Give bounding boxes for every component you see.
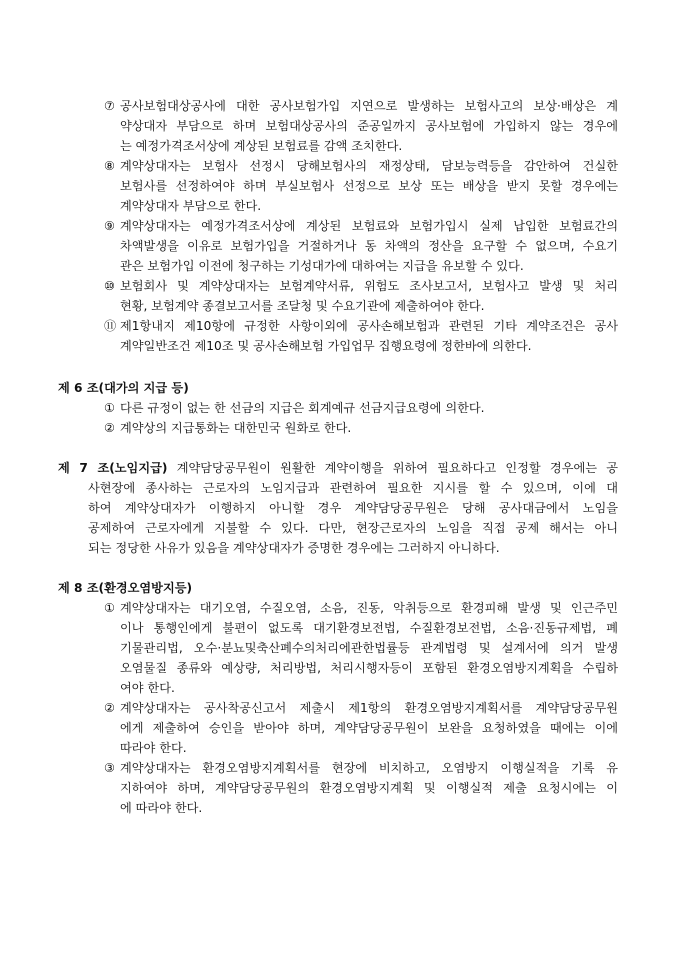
article-6-clause-2 <box>0 418 680 438</box>
clause-line: 계약상대자 부담으로 한다. <box>120 199 262 213</box>
clause-line: 계약상대자는 환경오염방지계획서를 현장에 비치하고, 오염방지 이행실적을 기록 유 <box>120 761 618 775</box>
clause-number: ① <box>104 401 115 415</box>
article-line: 하여 계약상대자가 이행하지 아니할 경우 계약담당공무원은 당해 공사대금에서 노임을 <box>88 501 618 515</box>
clause-number: ⑪ <box>104 319 117 333</box>
clause-7 <box>0 96 680 156</box>
clause-line: 제1항내지 제10항에 규정한 사항이외에 공사손해보험과 관련된 기타 계약조건은 공사 <box>120 319 618 333</box>
clause-number: ⑩ <box>104 279 115 293</box>
article-8-clause-1 <box>0 598 680 698</box>
clause-line: 계약상의 지급통화는 대한민국 원화로 한다. <box>120 421 352 435</box>
clause-line: 현황, 보험계약 종결보고서를 조달청 및 수요기관에 제출하여야 한다. <box>120 299 485 313</box>
clause-line: 공사보험대상공사에 대한 공사보험가입 지연으로 발생하는 보험사고의 보상·배상은 계 <box>120 99 618 113</box>
article-title: 제 6 조(대가의 지급 등) <box>58 381 189 395</box>
clause-line: 오염물질 종류와 예상량, 처리방법, 처리시행자등이 포함된 환경오염방지계획을 수립하 <box>120 661 618 675</box>
article-first-line <box>58 458 618 478</box>
clause-line: 계약일반조건 제10조 및 공사손해보험 가입업무 집행요령에 정한바에 의한다. <box>120 339 532 353</box>
clause-line: 따라야 한다. <box>120 741 187 755</box>
article-line: 사현장에 종사하는 근로자의 노임지급과 관련하여 필요한 지시를 할 수 있으며, 이에 대 <box>88 481 618 495</box>
article-6-clause-1 <box>0 398 680 418</box>
article-6 <box>0 378 680 438</box>
clause-line: 이나 통행인에게 불편이 없도록 대기환경보전법, 수질환경보전법, 소음·진동규제법, 폐 <box>120 621 618 635</box>
clause-line: 다른 규정이 없는 한 선금의 지급은 회계예규 선금지급요령에 의한다. <box>120 401 485 415</box>
clause-line: 에게 제출하여 승인을 받아야 하며, 계약담당공무원이 보완을 요청하였을 때에는 이에 <box>120 721 618 735</box>
article-8 <box>0 578 680 818</box>
article-title: 제 8 조(환경오염방지등) <box>58 581 193 595</box>
clause-line: 에 따라야 한다. <box>120 801 203 815</box>
clause-number: ① <box>104 601 115 615</box>
clause-number: ⑨ <box>104 219 115 233</box>
clause-line: 계약상대자는 보험사 선정시 당해보험사의 재정상태, 담보능력등을 감안하여 건실한 <box>120 159 618 173</box>
clause-line: 보험사를 선정하여야 하며 부실보험사 선정으로 보상 또는 배상을 받지 못할 경우에는 <box>120 179 618 193</box>
clause-line: 계약상대자는 대기오염, 수질오염, 소음, 진동, 악취등으로 환경피해 발생 및 인근주민 <box>120 601 618 615</box>
article-title: 제 7 조(노임지급) <box>58 461 168 475</box>
clause-line: 지하여야 하며, 계약담당공무원의 환경오염방지계획 및 이행실적 제출 요청시에는 이 <box>120 781 618 795</box>
clause-line: 계약상대자는 예정가격조서상에 계상된 보험료와 보험가입시 실제 납입한 보험료간의 <box>120 219 618 233</box>
article-line: 되는 정당한 사유가 있음을 계약상대자가 증명한 경우에는 그러하지 아니하다. <box>88 541 500 555</box>
clause-11 <box>0 316 680 356</box>
clause-10 <box>0 276 680 316</box>
previous-article-items <box>0 96 680 356</box>
clause-number: ② <box>104 421 115 435</box>
clause-line: 관은 보험가입 이전에 청구하는 기성대가에 대하여는 지급을 유보할 수 있다. <box>120 259 524 273</box>
clause-line: 약상대자 부담으로 하며 보험대상공사의 준공일까지 공사보험에 가입하지 않는 경우에 <box>120 119 618 133</box>
clause-number: ② <box>104 701 115 715</box>
article-text: 계약담당공무원이 원활한 계약이행을 위하여 필요하다고 인정할 경우에는 공 <box>176 461 619 475</box>
clause-number: ③ <box>104 761 115 775</box>
article-line: 공제하여 근로자에게 지불할 수 있다. 다만, 현장근로자의 노임을 직접 공제 해서는 아니 <box>88 521 618 535</box>
clause-line: 계약상대자는 공사착공신고서 제출시 제1항의 환경오염방지계획서를 계약담당공무원 <box>120 701 618 715</box>
clause-line: 차액발생을 이유로 보험가입을 거절하거나 동 차액의 정산을 요구할 수 없으며, 수요기 <box>120 239 618 253</box>
article-8-clause-3 <box>0 758 680 818</box>
clause-line: 는 예정가격조서상에 계상된 보험료를 감액 조치한다. <box>120 139 403 153</box>
clause-line: 기물관리법, 오수·분뇨및축산폐수의처리에관한법률등 관계법령 및 설계서에 의거 발생 <box>120 641 618 655</box>
article-8-clause-2 <box>0 698 680 758</box>
clause-number: ⑧ <box>104 159 115 173</box>
clause-8 <box>0 156 680 216</box>
clause-9 <box>0 216 680 276</box>
clause-line: 보험회사 및 계약상대자는 보험계약서류, 위험도 조사보고서, 보험사고 발생 및 처리 <box>120 279 618 293</box>
article-7 <box>0 458 680 558</box>
clause-line: 여야 한다. <box>120 681 175 695</box>
clause-number: ⑦ <box>104 99 115 113</box>
